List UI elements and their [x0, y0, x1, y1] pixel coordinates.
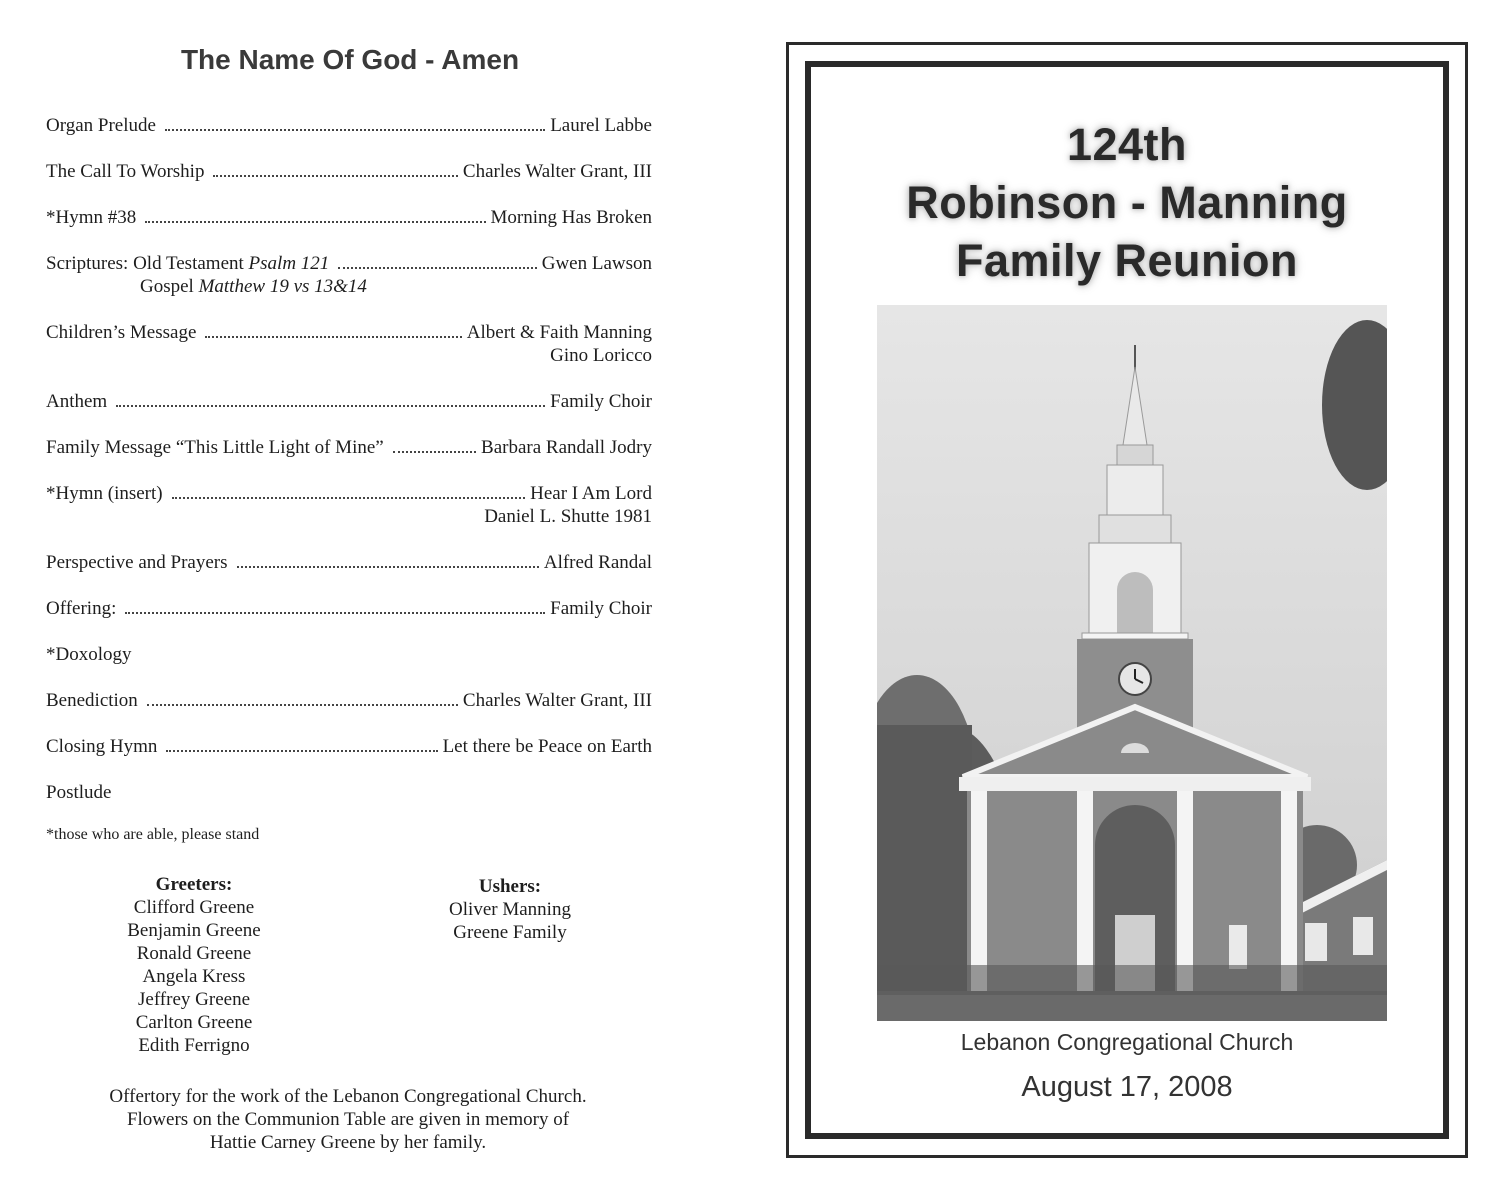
scripture-old-testament: Psalm 121 [248, 253, 330, 274]
reunion-title: Family Reunion [955, 235, 1299, 286]
item-label: Postlude [46, 782, 112, 803]
program-item-scriptures [46, 253, 652, 299]
program-item-organ-prelude [46, 115, 652, 138]
item-performer: Albert & Faith Manning [466, 322, 652, 343]
item-performer: Charles Walter Grant, III [462, 161, 652, 182]
item-performer-extra: Daniel L. Shutte 1981 [484, 506, 652, 527]
list-item: Ronald Greene [136, 943, 252, 964]
item-performer: Let there be Peace on Earth [442, 736, 652, 757]
item-label: Children’s Message [46, 322, 197, 343]
program-item-benediction [46, 690, 652, 713]
list-item: Clifford Greene [133, 897, 255, 918]
ushers-list [410, 875, 610, 944]
item-label: Offering: [46, 598, 117, 619]
family-names: Robinson - Manning [906, 177, 1348, 228]
item-label: The Call To Worship [46, 161, 205, 182]
program-item-anthem [46, 391, 652, 414]
program-item-hymn-insert [46, 483, 652, 529]
item-performer: Family Choir [550, 391, 652, 412]
item-performer: Laurel Labbe [550, 115, 652, 136]
item-performer: Charles Walter Grant, III [462, 690, 652, 711]
item-performer: Family Choir [550, 598, 652, 619]
list-item: Angela Kress [142, 966, 246, 987]
program-item-closing-hymn [46, 736, 652, 759]
cover-page [805, 61, 1449, 1139]
list-item: Jeffrey Greene [138, 989, 250, 1010]
greeters-heading: Greeters: [155, 874, 233, 895]
list-item: Benjamin Greene [127, 920, 261, 941]
church-name: Lebanon Congregational Church [960, 1029, 1294, 1055]
program-page [0, 0, 700, 1200]
reunion-number: 124th [1066, 119, 1188, 170]
item-label: Perspective and Prayers [46, 552, 228, 573]
greeters-list [94, 873, 294, 1057]
program-title: The Name Of God - Amen [180, 44, 520, 75]
item-performer: Hear I Am Lord [530, 483, 652, 504]
standing-note: *those who are able, please stand [46, 826, 260, 843]
item-performer: Alfred Randal [543, 552, 652, 573]
item-label: Family Message “This Little Light of Mine” [46, 437, 384, 458]
item-label: Anthem [46, 391, 108, 412]
program-item-doxology [46, 644, 652, 667]
service-date: August 17, 2008 [1021, 1071, 1233, 1103]
program-item-postlude [46, 782, 652, 805]
item-label: Scriptures: Old Testament Psalm 121 [46, 253, 330, 274]
item-performer-extra: Gino Loricco [550, 345, 652, 366]
item-performer: Morning Has Broken [490, 207, 652, 228]
list-item: Greene Family [453, 922, 567, 943]
item-label: Benediction [46, 690, 138, 711]
program-item-perspective-prayers [46, 552, 652, 575]
program-item-hymn-38 [46, 207, 652, 230]
cover-outer-border [786, 42, 1468, 1158]
program-item-family-message [46, 437, 652, 460]
list-item: Edith Ferrigno [138, 1035, 250, 1056]
ushers-heading: Ushers: [478, 876, 542, 897]
item-label: Organ Prelude [46, 115, 156, 136]
item-label: Closing Hymn [46, 736, 158, 757]
offertory-note: Offertory for the work of the Lebanon Congregational Church. Flowers on the Communion Table are given in memory of Hattie Carney Greene by her family. [109, 1086, 587, 1153]
item-label: *Hymn (insert) [46, 483, 163, 504]
item-performer: Gwen Lawson [541, 253, 652, 274]
item-label: *Hymn #38 [46, 207, 137, 228]
list-item: Carlton Greene [135, 1012, 253, 1033]
scripture-gospel: Gospel Matthew 19 vs 13&14 [140, 276, 367, 297]
item-performer: Barbara Randall Jodry [481, 437, 652, 458]
program-item-childrens-message [46, 322, 652, 368]
program-item-call-to-worship [46, 161, 652, 184]
program-item-offering [46, 598, 652, 621]
church-photo-icon [877, 305, 1387, 1021]
item-label: *Doxology [46, 644, 132, 665]
list-item: Oliver Manning [449, 899, 571, 920]
